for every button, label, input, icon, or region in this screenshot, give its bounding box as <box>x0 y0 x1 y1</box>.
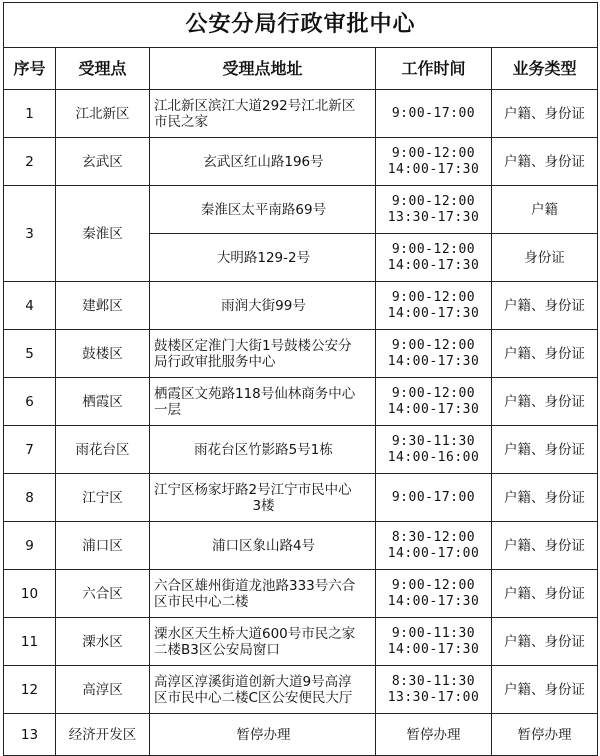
cell-hours <box>376 474 492 522</box>
cell-address <box>150 138 376 186</box>
address-line: 雨花台区竹影路5号1栋 <box>194 441 333 458</box>
hours-line: 9:00-11:30 <box>391 625 476 641</box>
cell-hours <box>376 282 492 330</box>
table-row <box>4 282 598 330</box>
cell-site: 秦淮区 <box>56 186 150 282</box>
cell-service: 户籍、身份证 <box>492 330 598 378</box>
cell-hours <box>376 522 492 570</box>
hours-line: 14:00-17:30 <box>387 305 480 321</box>
hours-line: 14:00-17:30 <box>387 401 480 417</box>
hours-line: 8:30-11:30 <box>391 673 476 689</box>
address-line: 浦口区象山路4号 <box>211 537 316 554</box>
cell-service: 户籍、身份证 <box>492 570 598 618</box>
cell-site: 建邺区 <box>56 282 150 330</box>
cell-service: 户籍、身份证 <box>492 282 598 330</box>
cell-seq: 4 <box>4 282 56 330</box>
hours-line: 9:00-17:00 <box>391 489 476 505</box>
address-line: 秦淮区太平南路69号 <box>200 201 327 218</box>
cell-seq: 12 <box>4 666 56 714</box>
hours-line: 暂停办理 <box>406 726 461 743</box>
cell-service: 户籍、身份证 <box>492 90 598 138</box>
header-row <box>4 48 598 90</box>
cell-service: 户籍、身份证 <box>492 618 598 666</box>
header-service: 业务类型 <box>492 48 598 90</box>
address-line: 玄武区红山路196号 <box>203 153 324 170</box>
table-row <box>4 474 598 522</box>
header-seq: 序号 <box>4 48 56 90</box>
address-line: 江宁区杨家圩路2号江宁市民中心 <box>154 481 352 498</box>
cell-site: 溧水区 <box>56 618 150 666</box>
cell-service: 户籍、身份证 <box>492 522 598 570</box>
cell-hours <box>376 330 492 378</box>
address-line: 市民之家 <box>154 113 208 130</box>
table-row <box>4 330 598 378</box>
cell-address <box>150 234 376 282</box>
hours-line: 14:00-17:30 <box>387 641 480 657</box>
cell-site: 浦口区 <box>56 522 150 570</box>
address-line: 江北新区滨江大道292号江北新区 <box>154 97 356 114</box>
cell-seq: 11 <box>4 618 56 666</box>
table-row <box>4 138 598 186</box>
cell-hours <box>376 186 492 234</box>
cell-address <box>150 522 376 570</box>
cell-address <box>150 186 376 234</box>
cell-site: 六合区 <box>56 570 150 618</box>
cell-address <box>150 714 376 756</box>
cell-seq: 7 <box>4 426 56 474</box>
cell-seq: 8 <box>4 474 56 522</box>
cell-site: 高淳区 <box>56 666 150 714</box>
table-row <box>4 714 598 756</box>
hours-line: 9:00-12:00 <box>391 385 476 401</box>
hours-line: 9:00-12:00 <box>391 337 476 353</box>
hours-line: 9:30-11:30 <box>391 433 476 449</box>
hours-line: 9:00-17:00 <box>391 105 476 121</box>
cell-service: 户籍、身份证 <box>492 666 598 714</box>
cell-hours <box>376 570 492 618</box>
hours-line: 14:00-17:30 <box>387 257 480 273</box>
cell-address <box>150 426 376 474</box>
cell-seq: 1 <box>4 90 56 138</box>
cell-seq: 9 <box>4 522 56 570</box>
cell-service: 户籍、身份证 <box>492 378 598 426</box>
cell-address <box>150 90 376 138</box>
address-line: 高淳区淳溪街道创新大道9号高淳 <box>154 673 352 690</box>
hours-line: 14:00-17:30 <box>387 353 480 369</box>
cell-hours <box>376 234 492 282</box>
cell-site: 江宁区 <box>56 474 150 522</box>
address-line: 溧水区天生桥大道600号市民之家 <box>154 625 356 642</box>
table-row <box>4 522 598 570</box>
cell-service: 暂停办理 <box>492 714 598 756</box>
cell-seq: 10 <box>4 570 56 618</box>
address-line: 3楼 <box>252 497 275 514</box>
hours-line: 14:00-17:00 <box>387 545 480 561</box>
hours-line: 9:00-12:00 <box>391 145 476 161</box>
cell-address <box>150 378 376 426</box>
hours-line: 13:30-17:30 <box>387 209 480 225</box>
cell-site: 江北新区 <box>56 90 150 138</box>
cell-hours <box>376 618 492 666</box>
cell-seq: 13 <box>4 714 56 756</box>
cell-address <box>150 474 376 522</box>
hours-line: 9:00-12:00 <box>391 193 476 209</box>
header-site: 受理点 <box>56 48 150 90</box>
hours-line: 9:00-12:00 <box>391 241 476 257</box>
cell-service: 户籍、身份证 <box>492 138 598 186</box>
table-row <box>4 186 598 234</box>
hours-line: 14:00-17:30 <box>387 593 480 609</box>
header-hours: 工作时间 <box>376 48 492 90</box>
cell-site: 经济开发区 <box>56 714 150 756</box>
hours-line: 8:30-12:00 <box>391 529 476 545</box>
hours-line: 9:00-12:00 <box>391 289 476 305</box>
hours-line: 13:30-17:00 <box>387 689 480 705</box>
cell-hours <box>376 90 492 138</box>
cell-site: 栖霞区 <box>56 378 150 426</box>
cell-service: 户籍、身份证 <box>492 426 598 474</box>
cell-address <box>150 330 376 378</box>
table-row <box>4 378 598 426</box>
address-line: 局行政审批服务中心 <box>154 353 276 370</box>
address-line: 一层 <box>154 401 181 418</box>
address-line: 雨润大街99号 <box>221 297 306 314</box>
cell-seq: 3 <box>4 186 56 282</box>
cell-service: 户籍 <box>492 186 598 234</box>
cell-address <box>150 282 376 330</box>
hours-line: 9:00-12:00 <box>391 577 476 593</box>
address-line: 栖霞区文苑路118号仙林商务中心 <box>154 385 356 402</box>
cell-site: 雨花台区 <box>56 426 150 474</box>
address-line: 二楼B3区公安局窗口 <box>154 641 280 658</box>
address-line: 大明路129-2号 <box>216 249 311 266</box>
address-line: 暂停办理 <box>236 726 291 743</box>
table-row <box>4 90 598 138</box>
service-center-table <box>3 2 598 756</box>
table-row <box>4 426 598 474</box>
cell-address <box>150 666 376 714</box>
table-row <box>4 666 598 714</box>
cell-seq: 6 <box>4 378 56 426</box>
address-line: 区市民中心二楼C区公安便民大厅 <box>154 689 353 706</box>
cell-seq: 2 <box>4 138 56 186</box>
cell-address <box>150 618 376 666</box>
cell-hours <box>376 138 492 186</box>
cell-address <box>150 570 376 618</box>
table-title: 公安分局行政审批中心 <box>4 3 598 48</box>
hours-line: 14:00-16:00 <box>387 449 480 465</box>
hours-line: 14:00-17:30 <box>387 161 480 177</box>
cell-seq: 5 <box>4 330 56 378</box>
cell-hours <box>376 426 492 474</box>
address-line: 区市民中心二楼 <box>154 593 249 610</box>
cell-hours <box>376 378 492 426</box>
cell-site: 鼓楼区 <box>56 330 150 378</box>
header-address: 受理点地址 <box>150 48 376 90</box>
address-line: 鼓楼区定淮门大街1号鼓楼公安分 <box>154 337 352 354</box>
cell-service: 身份证 <box>492 234 598 282</box>
cell-service: 户籍、身份证 <box>492 474 598 522</box>
table-row <box>4 618 598 666</box>
table-row <box>4 570 598 618</box>
address-line: 六合区雄州街道龙池路333号六合 <box>154 577 356 594</box>
cell-site: 玄武区 <box>56 138 150 186</box>
cell-hours <box>376 714 492 756</box>
cell-hours <box>376 666 492 714</box>
